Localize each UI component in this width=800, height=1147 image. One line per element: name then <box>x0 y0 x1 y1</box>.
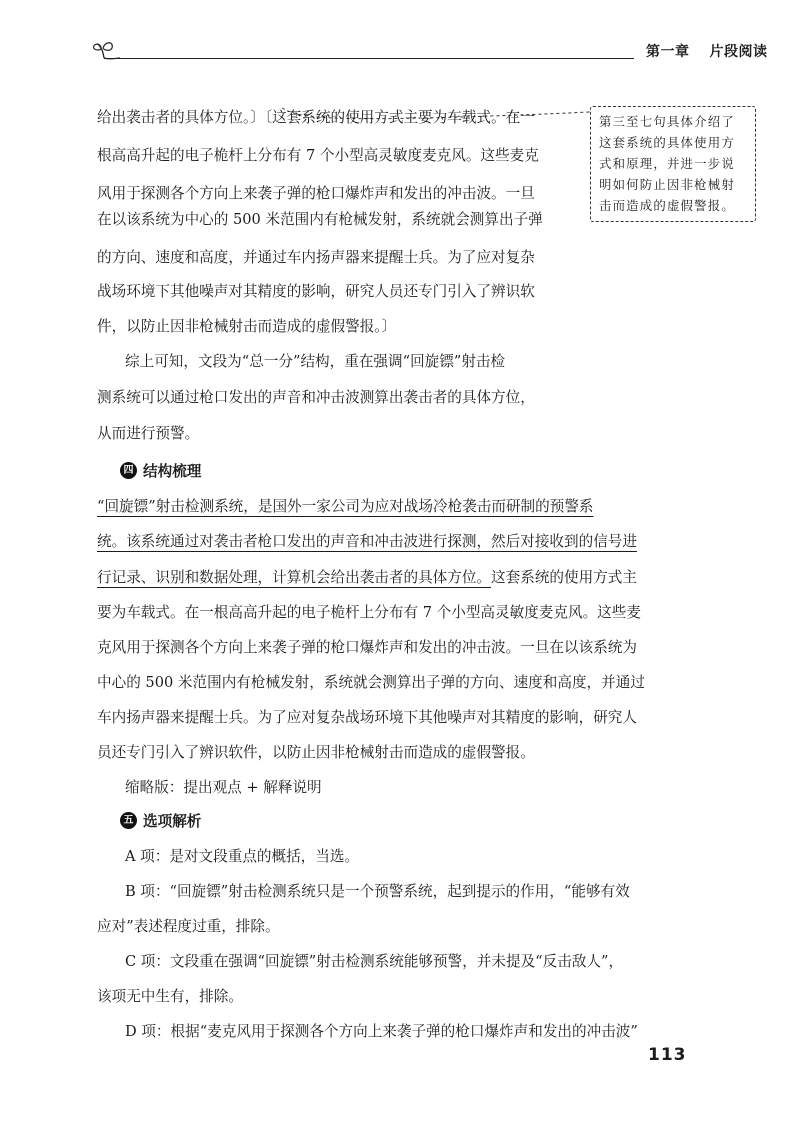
structure-line: 员还专门引入了辨识软件，以防止因非枪械射击而造成的虚假警报。 <box>97 744 535 761</box>
side-note-line: 击而造成的虚假警报。 <box>599 198 735 213</box>
option-line: A 项：是对文段重点的概括，当选。 <box>125 848 360 865</box>
text-line: 根高高升起的电子桅杆上分布有 7 个小型高灵敏度麦克风。这些麦克 <box>97 147 539 164</box>
side-note-line: 第三至七句具体介绍了 <box>599 114 735 129</box>
section-badge-icon: 五 <box>120 812 137 829</box>
structure-line: 克风用于探测各个方向上来袭子弹的枪口爆炸声和发出的冲击波。一旦在以该系统为 <box>97 639 637 656</box>
option-line: 应对”表述程度过重，排除。 <box>97 918 280 935</box>
option-line: 该项无中生有，排除。 <box>97 988 243 1005</box>
text-line: 的方向、速度和高度，并通过车内扬声器来提醒士兵。为了应对复杂 <box>97 249 535 266</box>
section-heading-options <box>120 812 201 832</box>
structure-line: 统。该系统通过对袭击者枪口发出的声音和冲击波进行探测，然后对接收到的信号进 <box>97 533 637 550</box>
structure-line: 这套系统的使用方式主 <box>491 569 637 586</box>
text-line: 从而进行预警。 <box>97 425 200 442</box>
text-line: 测系统可以通过枪口发出的声音和冲击波测算出袭击者的具体方位， <box>97 389 535 406</box>
text-line: 在以该系统为中心的 500 米范围内有枪械发射，系统就会测算出子弹 <box>97 211 543 228</box>
section-badge-icon: 四 <box>120 462 137 479</box>
text-line: 风用于探测各个方向上来袭子弹的枪口爆炸声和发出的冲击波。一旦 <box>97 185 535 202</box>
chapter-number: 第一章 <box>646 44 690 60</box>
section-title: 选项解析 <box>143 813 202 830</box>
side-note <box>590 106 756 222</box>
structure-line-group <box>97 568 637 588</box>
text-line: 给出袭击者的具体方位。〕〔这套系统的使用方式主要为车载式。在一 <box>97 109 535 126</box>
side-note-line: 这套系统的具体使用方 <box>599 135 735 150</box>
option-line: D 项：根据“麦克风用于探测各个方向上来袭子弹的枪口爆炸声和发出的冲击波” <box>125 1023 638 1040</box>
page-number: 113 <box>648 1045 687 1065</box>
text-line: 综上可知，文段为“总一分”结构，重在强调“回旋镖”射击检 <box>125 353 506 370</box>
side-note-line: 明如何防止因非枪械射 <box>599 177 735 192</box>
structure-line: 行记录、识别和数据处理，计算机会给出袭击者的具体方位。 <box>97 569 492 586</box>
text-line: 战场环境下其他噪声对其精度的影响，研究人员还专门引入了辨识软 <box>97 283 535 300</box>
option-line: C 项：文段重在强调“回旋镖”射击检测系统能够预警，并未提及“反击敌人”， <box>125 953 624 970</box>
structure-line: 车内扬声器来提醒士兵。为了应对复杂战场环境下其他噪声对其精度的影响，研究人 <box>97 709 637 726</box>
section-title: 结构梳理 <box>143 463 202 480</box>
structure-line: 要为车载式。在一根高高升起的电子桅杆上分布有 7 个小型高灵敏度麦克风。这些麦 <box>97 604 641 621</box>
side-note-line: 式和原理，并进一步说 <box>599 156 735 171</box>
option-line: B 项：“回旋镖”射击检测系统只是一个预警系统，起到提示的作用，“能够有效 <box>125 883 630 900</box>
structure-line: 中心的 500 米范围内有枪械发射，系统就会测算出子弹的方向、速度和高度，并通过 <box>97 674 645 691</box>
structure-line: “回旋镖”射击检测系统，是国外一家公司为应对战场冷枪袭击而研制的预警系 <box>97 498 594 515</box>
section-heading-structure <box>120 462 201 482</box>
text-line: 件，以防止因非枪械射击而造成的虚假警报。〕 <box>97 318 397 335</box>
chapter-name: 片段阅读 <box>709 44 768 60</box>
summary-line: 缩略版：提出观点 + 解释说明 <box>125 779 322 796</box>
